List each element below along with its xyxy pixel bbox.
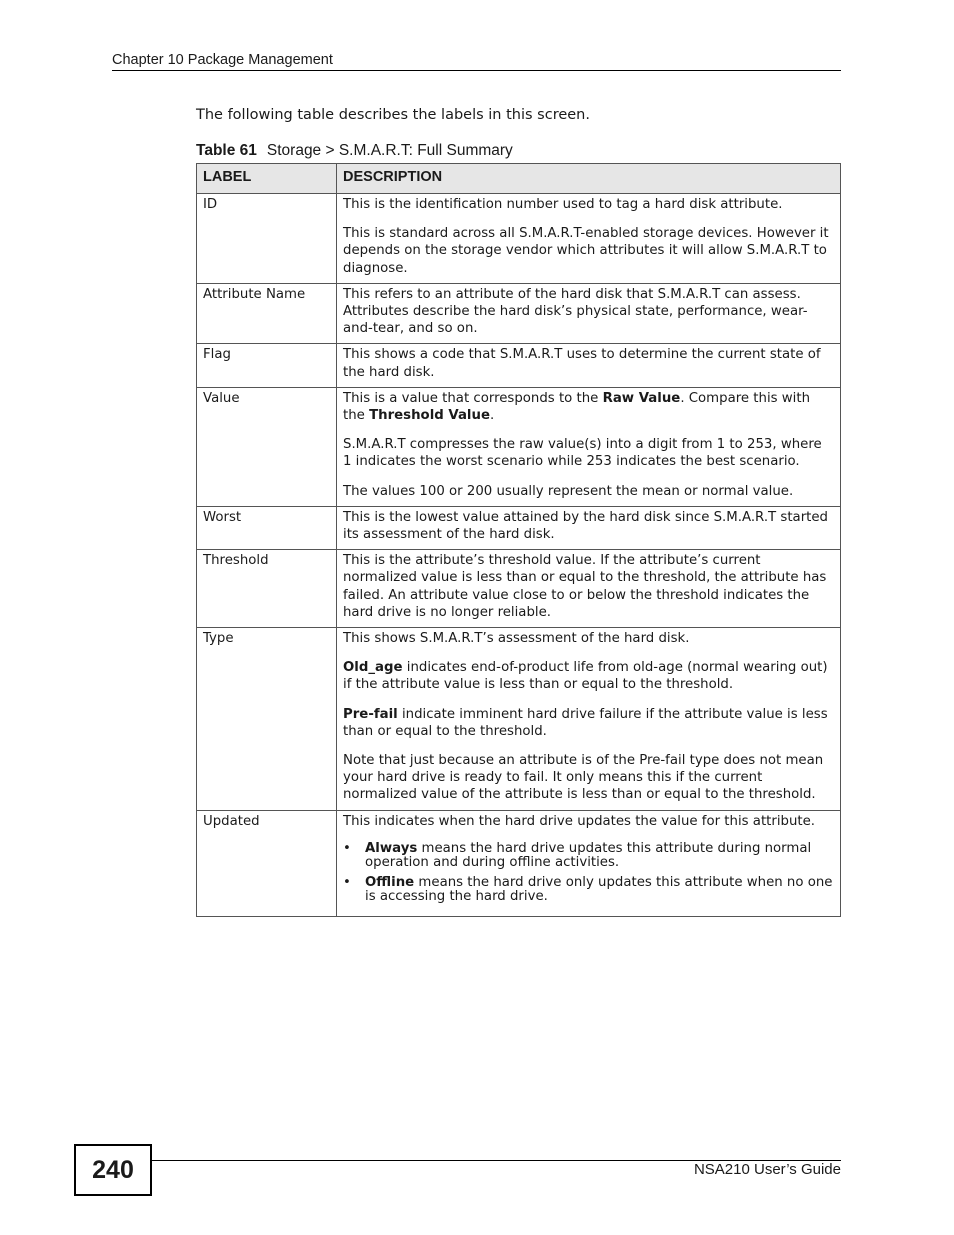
bold-term: Pre-fail bbox=[343, 706, 398, 722]
running-header: Chapter 10 Package Management bbox=[112, 52, 841, 71]
text-run: means the hard drive only updates this attribute when no one is accessing the hard drive. bbox=[365, 874, 833, 905]
intro-text: The following table describes the labels in this screen. bbox=[196, 107, 590, 123]
row-label: Threshold bbox=[197, 550, 337, 628]
description-para: This is standard across all S.M.A.R.T-enabled storage devices. However it depends on the storage vendor which attributes it will allow S.M.A.R.T to diagnose. bbox=[343, 226, 829, 276]
description-para bbox=[343, 706, 834, 740]
table-row bbox=[197, 506, 841, 549]
row-label: Value bbox=[197, 387, 337, 506]
row-description bbox=[337, 283, 841, 344]
row-label: Updated bbox=[197, 810, 337, 916]
table-header-row bbox=[197, 164, 841, 194]
row-label: Type bbox=[197, 628, 337, 811]
description-para: This shows S.M.A.R.T’s assessment of the hard disk. bbox=[343, 631, 690, 647]
row-description bbox=[337, 344, 841, 387]
row-label: Attribute Name bbox=[197, 283, 337, 344]
table-row bbox=[197, 550, 841, 628]
row-description bbox=[337, 506, 841, 549]
text-run: indicate imminent hard drive failure if the attribute value is less than or equal to the threshold. bbox=[343, 706, 828, 739]
table-row bbox=[197, 283, 841, 344]
row-description bbox=[337, 810, 841, 916]
table-row bbox=[197, 628, 841, 811]
row-description bbox=[337, 550, 841, 628]
table-row bbox=[197, 810, 841, 916]
table-caption bbox=[196, 142, 513, 160]
text-run: . bbox=[489, 408, 495, 424]
description-para: Note that just because an attribute is of the Pre-fail type does not mean your hard drive is ready to fail. It only means this if the current normalized value of the attribute is less than or equal to the threshold. bbox=[343, 753, 824, 803]
bold-term: Raw Value bbox=[602, 390, 681, 406]
bold-term: Offline bbox=[365, 874, 415, 890]
text-run: means the hard drive updates this attribute during normal operation and during offline activities. bbox=[365, 840, 812, 871]
col-header-description: DESCRIPTION bbox=[337, 164, 841, 194]
description-para: This refers to an attribute of the hard disk that S.M.A.R.T can assess. Attributes describe the hard disk’s physical state, performance, wear-and-tear, and so on. bbox=[343, 286, 808, 337]
bullet-list bbox=[343, 842, 834, 905]
col-header-label: LABEL bbox=[197, 164, 337, 194]
text-run: indicates end-of-product life from old-age (normal wearing out) if the attribute value is less than or equal to the threshold. bbox=[343, 660, 828, 693]
guide-title: NSA210 User’s Guide bbox=[693, 1161, 841, 1178]
table-title: Storage > S.M.A.R.T: Full Summary bbox=[266, 142, 513, 159]
description-para: S.M.A.R.T compresses the raw value(s) into a digit from 1 to 253, where 1 indicates the worst scenario while 253 indicates the best scenario. bbox=[343, 437, 822, 470]
bold-term: Threshold Value bbox=[369, 408, 490, 424]
description-para: This is the identification number used to tag a hard disk attribute. bbox=[343, 197, 783, 212]
row-description bbox=[337, 387, 841, 506]
bullet-item bbox=[365, 876, 834, 905]
table-row bbox=[197, 387, 841, 506]
description-para: This is the attribute’s threshold value. If the attribute’s current normalized value is less than or equal to the threshold, the attribute has failed. An attribute value close to or below the threshold indicates the hard drive is no longer reliable. bbox=[343, 553, 827, 620]
text-run: This is a value that corresponds to the bbox=[343, 390, 603, 406]
table-row bbox=[197, 344, 841, 387]
table-row bbox=[197, 194, 841, 284]
page-number: 240 bbox=[74, 1144, 152, 1196]
bold-term: Old_age bbox=[343, 660, 403, 676]
description-para: This shows a code that S.M.A.R.T uses to determine the current state of the hard disk. bbox=[343, 347, 821, 380]
bold-term: Always bbox=[365, 840, 418, 856]
description-para bbox=[343, 659, 834, 693]
table-number: Table 61 bbox=[196, 142, 257, 159]
row-label: Worst bbox=[197, 506, 337, 549]
description-para: This indicates when the hard drive updates the value for this attribute. bbox=[343, 813, 816, 829]
row-label: ID bbox=[197, 194, 337, 284]
description-para bbox=[343, 390, 834, 424]
text-run: . Compare this with the bbox=[343, 390, 811, 424]
row-description bbox=[337, 628, 841, 811]
description-para: The values 100 or 200 usually represent the mean or normal value. bbox=[343, 483, 794, 499]
row-description bbox=[337, 194, 841, 284]
row-label: Flag bbox=[197, 344, 337, 387]
label-table bbox=[196, 163, 841, 917]
bullet-item bbox=[365, 842, 834, 871]
description-para: This is the lowest value attained by the hard disk since S.M.A.R.T started its assessment of the hard disk. bbox=[343, 509, 828, 543]
